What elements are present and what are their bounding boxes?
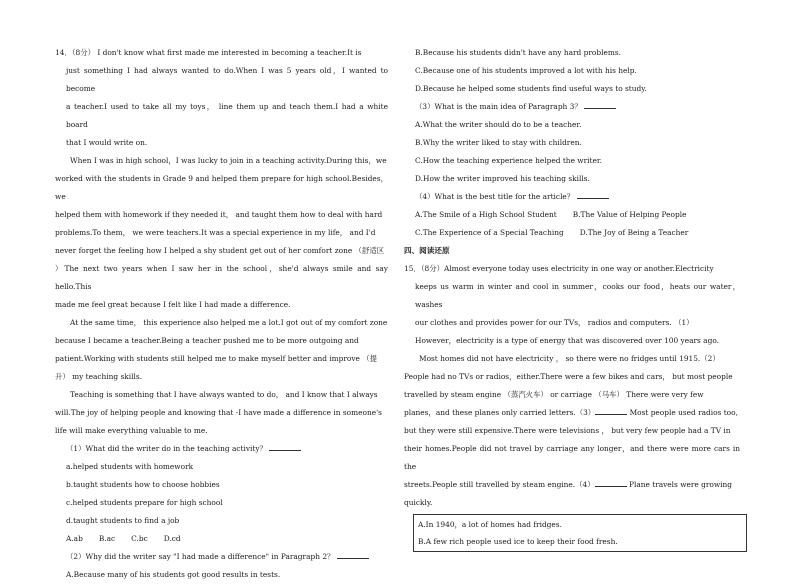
paragraph-line: 升） my teaching skills. bbox=[55, 372, 143, 381]
choice: D.cd bbox=[163, 534, 181, 543]
paragraph-line: their homes.People did not travel by carriage any longer，and there were more cars in the bbox=[404, 444, 740, 471]
option: a.helped students with homework bbox=[66, 462, 194, 471]
choice: A.The Smile of a High School Student bbox=[415, 210, 557, 219]
choice: A.ab bbox=[66, 534, 83, 543]
option: c.helped students prepare for high school bbox=[66, 498, 223, 507]
question-stem: （2）Why did the writer say "I had made a difference" in Paragraph 2？ bbox=[55, 548, 388, 566]
paragraph-line: life will make everything valuable to me. bbox=[55, 426, 208, 435]
paragraph-line: will.The joy of helping people and knowing that -I have made a difference in someone's bbox=[55, 408, 382, 417]
choice: C.bc bbox=[131, 534, 148, 543]
choice: C.The Experience of a Special Teaching bbox=[415, 228, 564, 237]
right-column bbox=[404, 44, 740, 552]
paragraph-line: patient.Working with students still helped me to make myself better and improve （提 bbox=[55, 354, 378, 363]
q14-line: a teacher.I used to take all my toys， line them up and teach them.I had a white board bbox=[66, 102, 388, 129]
option: d.taught students to find a job bbox=[66, 516, 180, 525]
option: C.Because one of his students improved a lot with his help. bbox=[415, 66, 637, 75]
box-item: B.A few rich people used ice to keep their food fresh. bbox=[418, 537, 618, 546]
left-column bbox=[55, 44, 388, 584]
q15-line: However，electricity is a type of energy that was discovered over 100 years ago. bbox=[415, 336, 719, 345]
answer-blank[interactable] bbox=[595, 478, 627, 487]
paragraph-line: quickly. bbox=[404, 498, 433, 507]
q15-line: keeps us warm in winter and cool in summer，cooks our food，heats our water，washes bbox=[415, 282, 740, 309]
answer-blank[interactable] bbox=[337, 550, 369, 559]
paragraph-line: worked with the students in Grade 9 and helped them prepare for high school.Besides，we bbox=[55, 174, 388, 201]
option: D.Because he helped some students find useful ways to study. bbox=[415, 84, 647, 93]
answer-blank[interactable] bbox=[577, 190, 609, 199]
paragraph-line: helped them with homework if they needed it， and taught them how to deal with hard bbox=[55, 210, 383, 219]
choice-row bbox=[55, 530, 388, 548]
question-stem: （4）What is the best title for the article？ bbox=[404, 188, 740, 206]
paragraph-line: planes，and these planes only carried letters.（3） Most people used radios too, bbox=[404, 408, 738, 417]
section-heading: 四、阅读还原 bbox=[404, 246, 450, 255]
options-box bbox=[413, 514, 747, 552]
paragraph-line: because I became a teacher.Being a teacher pushed me to be more outgoing and bbox=[55, 336, 359, 345]
paragraph-line: but they were still expensive.There were televisions ， but very few people had a TV in bbox=[404, 426, 731, 435]
option: B.Why the writer liked to stay with children. bbox=[415, 138, 582, 147]
question-stem: （3）What is the main idea of Paragraph 3？ bbox=[404, 98, 740, 116]
question-stem: （1）What did the writer do in the teaching activity？ bbox=[55, 440, 388, 458]
paragraph-line: Most homes did not have electricity ， so there were no fridges until 1915.（2） bbox=[419, 354, 720, 363]
paragraph-line: streets.People still travelled by steam engine.（4） Plane travels were growing bbox=[404, 480, 733, 489]
paragraph-line: Teaching is something that I have always wanted to do， and I know that I always bbox=[70, 390, 378, 399]
option: B.Because his students didn't have any hard problems. bbox=[415, 48, 621, 57]
q14-line: 14．（8分） I don't know what first made me interested in becoming a teacher.It is bbox=[55, 48, 362, 57]
box-item: A.In 1940，a lot of homes had fridges. bbox=[418, 520, 562, 529]
choice: B.ac bbox=[98, 534, 116, 543]
option: A.Because many of his students got good results in tests. bbox=[66, 570, 281, 579]
q14-line: just something I had always wanted to do.When I was 5 years old，I wanted to become bbox=[66, 66, 388, 93]
choice: B.The Value of Helping People bbox=[572, 210, 687, 219]
answer-blank[interactable] bbox=[595, 406, 627, 415]
paragraph-line: When I was in high school，I was lucky to join in a teaching activity.During this，we bbox=[70, 156, 387, 165]
choice-row bbox=[404, 224, 740, 242]
q14-line: that I would write on. bbox=[66, 138, 148, 147]
paragraph-line: made me feel great because I felt like I had made a difference. bbox=[55, 300, 291, 309]
q15-line: 15．（8分）Almost everyone today uses electricity in one way or another.Electricity bbox=[404, 264, 714, 273]
option: b.taught students how to choose hobbies bbox=[66, 480, 220, 489]
choice-row bbox=[404, 206, 740, 224]
paragraph-line: People had no TVs or radios，either.There were a few bikes and cars， but most people bbox=[404, 372, 733, 381]
answer-blank[interactable] bbox=[269, 442, 301, 451]
paragraph-line: At the same time， this experience also helped me a lot.I got out of my comfort zone bbox=[70, 318, 388, 327]
paragraph-line: travelled by steam engine （蒸汽火车） or carriage （马车） There were very few bbox=[404, 390, 704, 399]
option: D.How the writer improved his teaching skills. bbox=[415, 174, 590, 183]
option: A.What the writer should do to be a teacher. bbox=[415, 120, 582, 129]
q15-line: our clothes and provides power for our TVs， radios and computers. （1） bbox=[415, 318, 694, 327]
option: C.How the teaching experience helped the writer. bbox=[415, 156, 602, 165]
paragraph-line: problems.To them， we were teachers.It was a special experience in my life， and I'd bbox=[55, 228, 376, 237]
paragraph-line: never forget the feeling how I helped a shy student get out of her comfort zone （舒适区 bbox=[55, 246, 385, 255]
choice: D.The Joy of Being a Teacher bbox=[579, 228, 689, 237]
paragraph-line: ）The next two years when I saw her in the school，she'd always smile and say hello.This bbox=[55, 264, 388, 291]
answer-blank[interactable] bbox=[584, 100, 616, 109]
